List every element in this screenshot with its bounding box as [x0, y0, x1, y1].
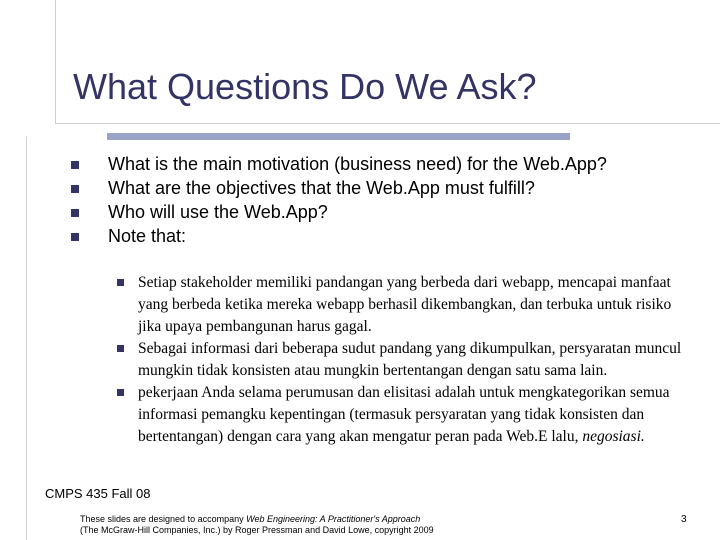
sub-list-item: [114, 382, 684, 448]
bullet-text: What are the objectives that the Web.App must fulfill?: [108, 178, 535, 198]
bullet-text: Who will use the Web.App?: [108, 202, 328, 222]
page-number: 3: [681, 514, 687, 525]
left-rule: [26, 137, 27, 540]
sub-bullet-text: Setiap stakeholder memiliki pandangan yang berbeda dari webapp, mencapai manfaat yang berbeda ketika mereka webapp berhasil dikembangkan, dan terbuka untuk risiko jika upaya pembangunan harus gagal.: [138, 274, 672, 335]
sub-bullet-text: Sebagai informasi dari beberapa sudut pandang yang dikumpulkan, persyaratan muncul mungkin tidak konsisten atau mungkin bertentangan dengan satu sama lain.: [138, 340, 682, 379]
sub-list-item: [114, 338, 684, 382]
square-bullet-icon: [71, 233, 79, 241]
sub-bullet-list: [114, 272, 684, 448]
square-bullet-icon: [117, 279, 124, 286]
footer-course-label: CMPS 435 Fall 08: [45, 486, 151, 501]
title-underline-bar: [107, 133, 570, 140]
slide-title: What Questions Do We Ask?: [73, 66, 537, 107]
main-bullet-list: [64, 152, 704, 248]
square-bullet-icon: [117, 389, 124, 396]
credit-prefix: These slides are designed to accompany: [80, 514, 247, 524]
bullet-text: Note that:: [108, 226, 187, 246]
list-item: [64, 224, 704, 248]
square-bullet-icon: [71, 185, 79, 193]
list-item: [64, 176, 704, 200]
credit-book-title: Web Engineering: A Practitioner's Approach: [246, 514, 421, 524]
sub-list-item: [114, 272, 684, 338]
sub-bullet-italic: negosiasi.: [582, 428, 645, 445]
square-bullet-icon: [71, 161, 79, 169]
list-item: [64, 200, 704, 224]
sub-bullet-text: pekerjaan Anda selama perumusan dan elisitasi adalah untuk mengkategorikan semua informasi pemangku kepentingan (termasuk persyaratan yang tidak konsisten dan bertentangan) dengan cara yang akan mengatur peran pada Web.E lalu,: [138, 384, 670, 445]
square-bullet-icon: [117, 345, 124, 352]
footer-credit: [80, 514, 434, 536]
list-item: [64, 152, 704, 176]
credit-line-2: (The McGraw-Hill Companies, Inc.) by Roger Pressman and David Lowe, copyright 2009: [80, 525, 434, 535]
credit-line-1: [80, 514, 434, 525]
bullet-text: What is the main motivation (business need) for the Web.App?: [108, 154, 607, 174]
square-bullet-icon: [71, 209, 79, 217]
